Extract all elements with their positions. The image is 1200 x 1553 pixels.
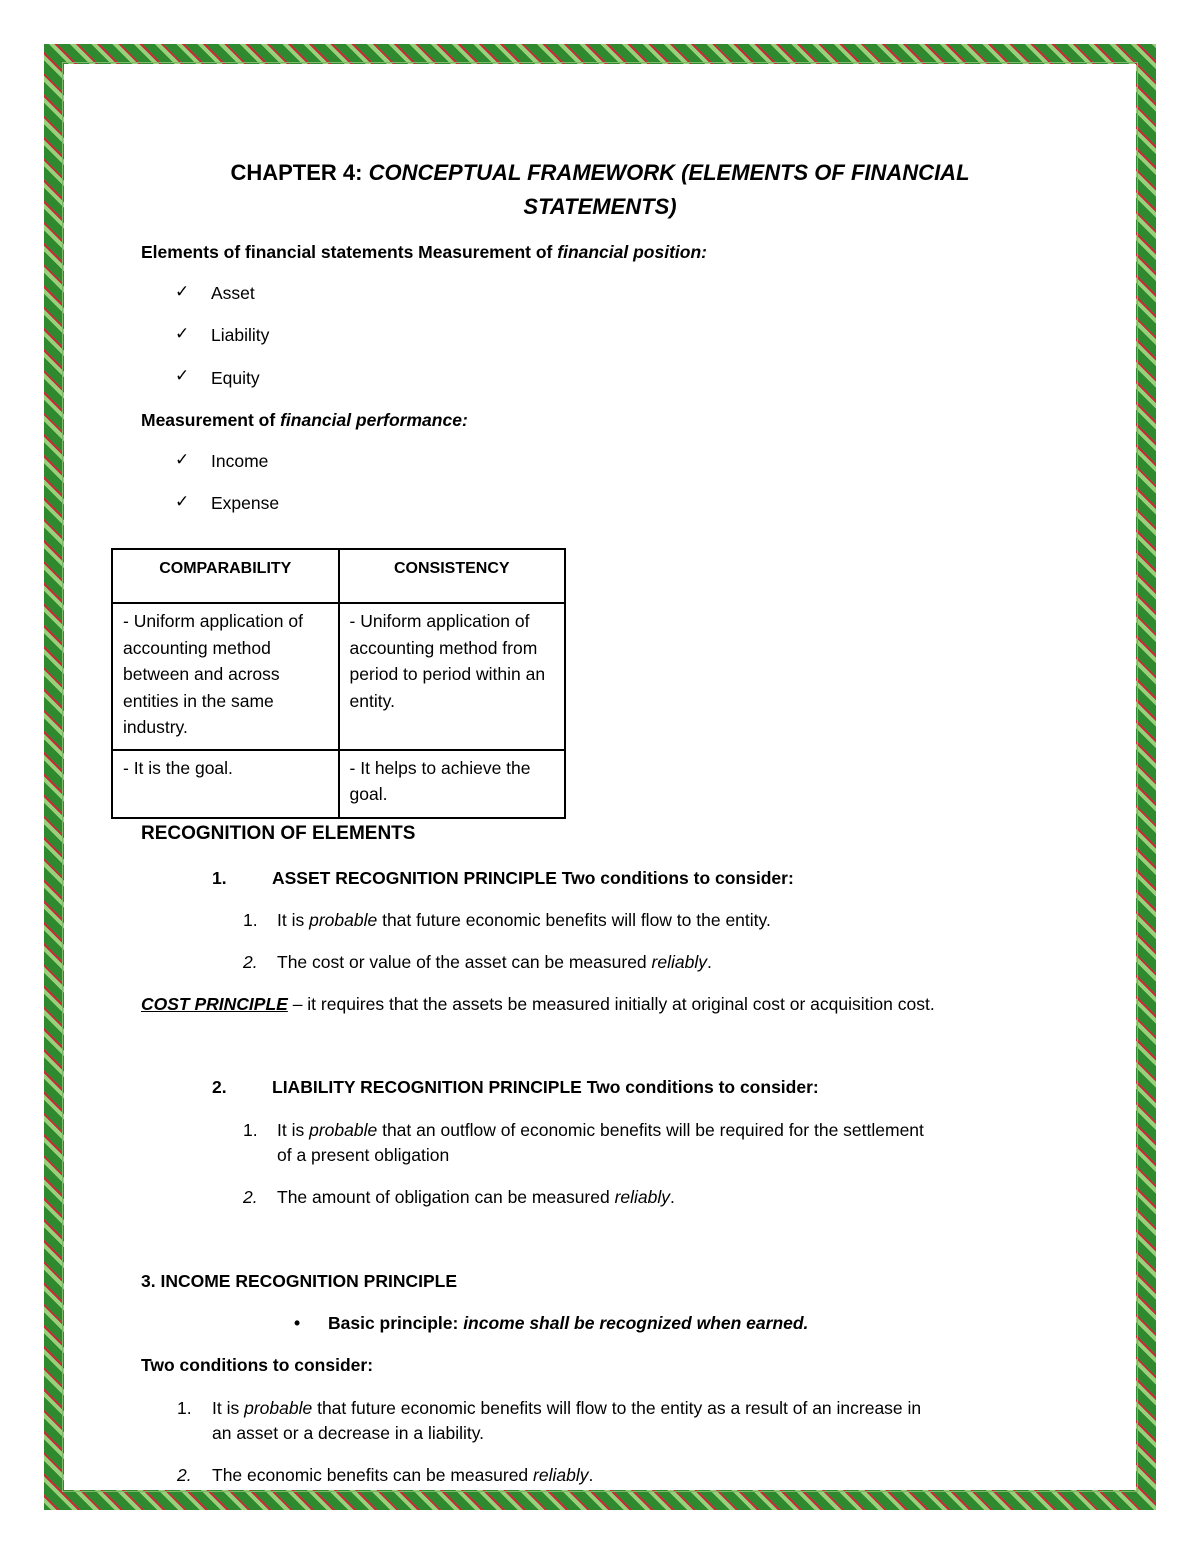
check-icon: ✓ (175, 492, 190, 511)
income-condition-number: 1. (177, 1398, 192, 1418)
financial-position-heading (141, 240, 707, 264)
table-header-row (112, 549, 565, 603)
cost-principle-label: COST PRINCIPLE (141, 994, 288, 1014)
condition-text: . (706, 952, 712, 972)
income-basic-principle (328, 1311, 808, 1335)
condition-text: that future economic benefits will flow to the entity as a result of an increase in (312, 1398, 922, 1418)
financial-performance-heading-prefix: Measurement of (141, 410, 276, 430)
position-item-liability: Liability (211, 325, 270, 345)
income-condition-number: 2. (177, 1465, 192, 1485)
recognition-heading: RECOGNITION OF ELEMENTS (141, 823, 416, 844)
chapter-number: CHAPTER 4: (230, 160, 363, 185)
asset-condition-number: 2. (243, 952, 258, 972)
position-item-asset: Asset (211, 283, 255, 303)
liability-condition-1 (277, 1118, 924, 1142)
condition-text: The cost or value of the asset can be measured (277, 952, 652, 972)
income-condition-2 (212, 1463, 593, 1487)
condition-text: It is (277, 1120, 310, 1140)
condition-text: The amount of obligation can be measured (277, 1187, 615, 1207)
table-row (112, 750, 565, 818)
asset-condition-1 (277, 908, 771, 932)
check-icon: ✓ (175, 366, 190, 385)
condition-text: . (670, 1187, 675, 1207)
condition-text: The economic benefits can be measured (212, 1465, 534, 1485)
performance-item-income: Income (211, 451, 269, 471)
comparability-consistency-table (111, 548, 566, 819)
cost-principle-text: – it requires that the assets be measured initially at original cost or acquisition cost. (287, 994, 935, 1014)
chapter-subject-line1: CONCEPTUAL FRAMEWORK (ELEMENTS OF FINANCIAL (368, 160, 970, 185)
basic-principle-emphasis: income shall be recognized when earned. (463, 1313, 809, 1333)
liability-condition-number: 2. (243, 1187, 258, 1207)
check-icon: ✓ (175, 450, 190, 469)
liability-condition-1-continuation: of a present obligation (277, 1145, 450, 1165)
asset-condition-number: 1. (243, 910, 258, 930)
table-row (112, 603, 565, 750)
condition-text: that future economic benefits will flow to the entity. (377, 910, 771, 930)
asset-section-number: 1. (212, 868, 227, 888)
bullet-icon: • (294, 1313, 301, 1333)
performance-item-expense: Expense (211, 493, 280, 513)
condition-emphasis: reliably (533, 1465, 589, 1485)
income-conditions-heading: Two conditions to consider: (141, 1355, 374, 1375)
financial-performance-heading-emphasis: financial performance: (280, 410, 468, 430)
asset-condition-2 (277, 950, 712, 974)
financial-position-heading-emphasis: financial position: (557, 242, 707, 262)
financial-performance-heading (141, 408, 468, 432)
table-cell: - It is the goal. (112, 750, 339, 818)
chapter-subject-line2: STATEMENTS) (523, 194, 677, 219)
table-cell: - Uniform application of accounting method from period to period within an entity. (339, 603, 565, 750)
position-item-equity: Equity (211, 368, 260, 388)
table-cell: - Uniform application of accounting method between and across entities in the same industry. (112, 603, 339, 750)
condition-text: It is (212, 1398, 245, 1418)
condition-emphasis: probable (309, 1120, 378, 1140)
table-header-consistency: CONSISTENCY (339, 549, 565, 603)
condition-text: that an outflow of economic benefits will be required for the settlement (377, 1120, 924, 1140)
table-cell: - It helps to achieve the goal. (339, 750, 565, 818)
liability-condition-number: 1. (243, 1120, 258, 1140)
check-icon: ✓ (175, 282, 190, 301)
condition-emphasis: probable (244, 1398, 313, 1418)
cost-principle (141, 992, 935, 1016)
liability-condition-2 (277, 1185, 675, 1209)
income-recognition-heading: 3. INCOME RECOGNITION PRINCIPLE (141, 1271, 457, 1291)
condition-text: It is (277, 910, 310, 930)
chapter-title (140, 156, 1060, 224)
income-condition-1-continuation: an asset or a decrease in a liability. (212, 1423, 485, 1443)
check-icon: ✓ (175, 324, 190, 343)
condition-emphasis: reliably (651, 952, 707, 972)
income-condition-1 (212, 1396, 921, 1420)
asset-recognition-heading: ASSET RECOGNITION PRINCIPLE Two conditions to consider: (272, 868, 794, 888)
table-header-comparability: COMPARABILITY (112, 549, 339, 603)
financial-position-heading-prefix: Elements of financial statements Measurement of (141, 242, 553, 262)
condition-text: . (588, 1465, 594, 1485)
liability-section-number: 2. (212, 1077, 227, 1097)
liability-recognition-heading: LIABILITY RECOGNITION PRINCIPLE Two conditions to consider: (272, 1077, 819, 1097)
condition-emphasis: probable (309, 910, 378, 930)
basic-principle-label: Basic principle: (328, 1313, 464, 1333)
condition-emphasis: reliably (614, 1187, 671, 1207)
